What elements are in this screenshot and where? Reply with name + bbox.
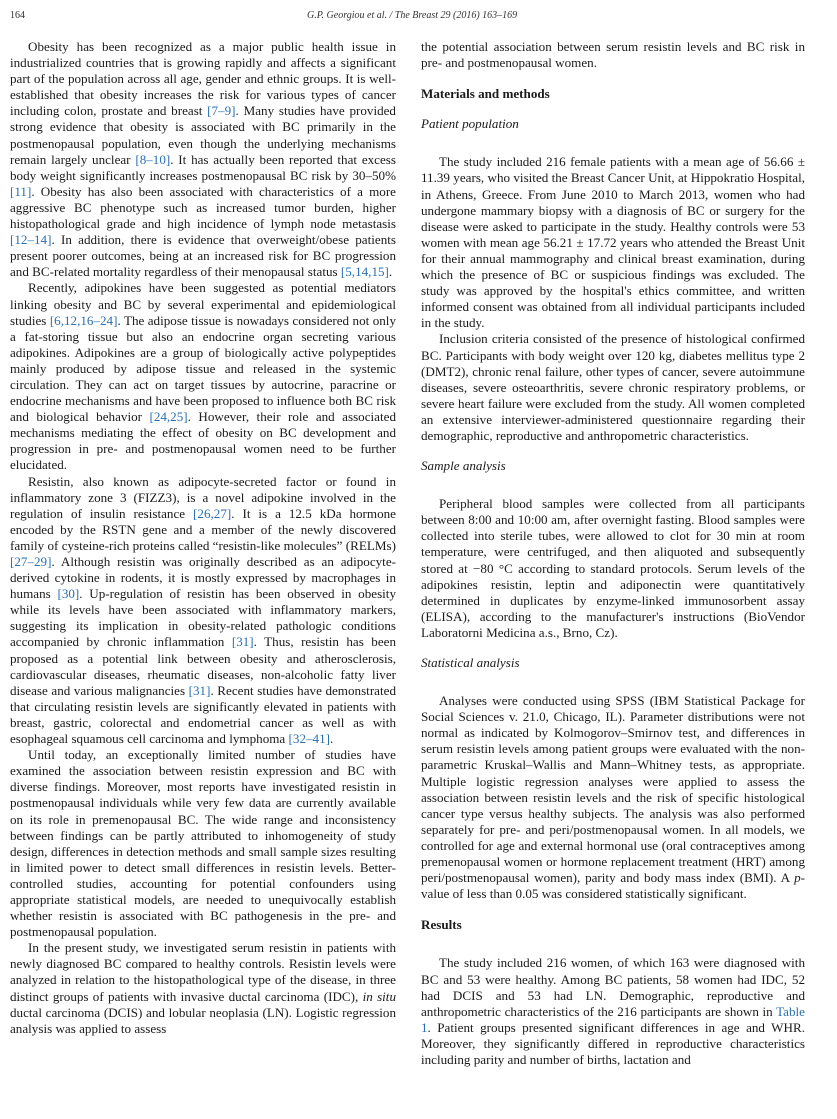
text-run: . However, their role and associated mechanisms mediating the effect of obesity on BC development and progression in pre- and postmenopausal women need to be further elucidated. — [10, 409, 396, 473]
paragraph-patient-population: The study included 216 female patients with a mean age of 56.66 ± 11.39 years, who visited the Breast Cancer Unit, at Hippokratio Hospital, in Athens, Greece. From June 2010 to March 2013, women who had undergone mammary biopsy with a diagnosis of BC or surgery for the disease were asked to participate in the study. Healthy controls were 53 women with mean age 56.21 ± 17.72 years who attended the Breast Unit for their annual mammography and clinical breast examination, during which the presence of BC or suspicious findings was excluded. The study was approved by the hospital's ethics committee, and written informed consent was obtained from all individual participants included in the study. — [421, 154, 805, 331]
text-run: Resistin, also known as adipocyte-secreted factor or found in inflammatory zone 3 (FIZZ3), is a novel adipokine involved in the regulation of insulin resistance — [10, 473, 396, 521]
text-run: . Although resistin was originally described as an adipocyte-derived cytokine in rodents, it is mostly expressed by macrophages in humans — [10, 554, 396, 602]
citation-link[interactable]: [6,12,16–24] — [49, 312, 118, 328]
citation-link[interactable]: [26,27] — [193, 505, 232, 521]
citation-link[interactable]: [11] — [10, 183, 32, 199]
citation-link[interactable]: [8–10] — [135, 151, 171, 167]
running-head: G.P. Georgiou et al. / The Breast 29 (2016) 163–169 — [307, 10, 518, 21]
paragraph-limited-studies: Until today, an exceptionally limited number of studies have examined the association between resistin expression and BC with diverse findings. Moreover, most reports have investigated resistin in postmenopausal individuals while very few data are currently available on its role in premenopausal BC. The wide range and inconsistency between findings can be partly attributed to inhomogeneity of study design, differences in detection methods and small sample sizes resulting in limited power to detect small differences in resistin levels. Better-controlled studies, accounting for potential confounders using appropriate statistical models, are needed to unequivocally establish whether resistin is associated with BC pathogenesis in the pre- and postmenopausal population. — [10, 747, 396, 940]
paragraph-statistical-analysis — [421, 693, 805, 902]
page-header — [10, 10, 823, 26]
paragraph-continuation: the potential association between serum resistin levels and BC risk in pre- and postmenopausal women. — [421, 39, 805, 71]
subsection-heading-patient-population: Patient population — [421, 116, 519, 132]
text-run: The study included 216 women, of which 163 were diagnosed with BC and 53 were healthy. Among BC patients, 58 women had IDC, 52 had DCIS and 53 had LN. Demographic, reproductive and anthropometric characteristics of the 216 participants are shown in — [421, 955, 805, 1019]
paragraph-results — [421, 955, 805, 1068]
left-column — [10, 39, 396, 1037]
section-heading-results: Results — [421, 917, 462, 933]
right-column — [421, 39, 805, 1068]
citation-link[interactable]: [30] — [57, 586, 80, 602]
text-run: Analyses were conducted using SPSS (IBM Statistical Package for Social Sciences v. 21.0, Chicago, IL). Parameter distributions were not normal as indicated by Kolmogorov–Smirnov test, and differences in serum resistin levels among patient groups were evaluated with the non-parametric Kruskal–Wallis and Mann–Whitney tests, as appropriate. Multiple logistic regression analyses were applied to assess the association between resistin levels and the risk of specific histological cancer type versus healthy subjects. The analysis was also performed separately for pre- and peri/postmenopausal women. In all models, we controlled for age and external hormonal use (oral contraceptives among premenopausal women or hormone replacement treatment (HRT) among peri/postmenopausal women), parity and body mass index (BMI). A — [421, 693, 805, 886]
text-run: Recently, adipokines have been suggested as potential mediators linking obesity and BC by several experimental and epidemiological studies — [10, 280, 396, 328]
citation-link[interactable]: [31] — [188, 682, 211, 698]
table-link[interactable]: Table 1 — [421, 1003, 805, 1035]
citation-link[interactable]: [32–41] — [288, 731, 330, 747]
text-run: . Many studies have provided strong evidence that obesity is associated with BC primarily in the postmenopausal population, even though the underlying mechanisms remain largely unclear — [10, 103, 396, 167]
italic-term: p — [794, 870, 801, 886]
citation-link[interactable]: [12–14] — [10, 232, 52, 248]
paragraph-sample-analysis: Peripheral blood samples were collected from all participants between 8:00 and 10:00 am, after overnight fasting. Blood samples were collected into sterile tubes, were allowed to clot for 30 min at room temperature, were centrifuged, and then aliquoted and subsequently stored at −80 °C according to standard protocols. Serum levels of the adipokines resistin, leptin and adiponectin were quantitatively determined in duplicates by enzyme-linked immunosorbent assay (ELISA), according to the manufacturer's instructions (BioVendor Laboratorni Medicina a.s., Brno, Cz). — [421, 496, 805, 640]
citation-link[interactable]: [27–29] — [10, 554, 52, 569]
text-run: . — [388, 264, 393, 280]
text-run: . — [330, 731, 334, 747]
paragraph-resistin — [10, 474, 396, 748]
paragraph-present-study — [10, 940, 396, 1037]
text-run: In the present study, we investigated serum resistin in patients with newly diagnosed BC compared to healthy controls. Resistin levels were analyzed in relation to the histopathological type of the disease, in three distinct groups of patients with invasive ductal carcinoma (IDC), — [10, 940, 396, 1004]
subsection-heading-statistical-analysis: Statistical analysis — [421, 655, 520, 670]
text-run: . Patient groups presented significant differences in age and WHR. Moreover, they significantly differed in reproductive characteristics including parity and number of births, lactation and — [421, 1019, 805, 1067]
paragraph-adipokines — [10, 280, 396, 473]
subsection-heading-sample-analysis: Sample analysis — [421, 458, 506, 474]
paragraph-obesity — [10, 39, 396, 280]
citation-link[interactable]: [24,25] — [149, 409, 188, 425]
text-run: ductal carcinoma (DCIS) and lobular neoplasia (LN). Logistic regression analysis was applied to assess — [10, 1004, 396, 1036]
section-heading-materials: Materials and methods — [421, 86, 550, 102]
text-run: . Up-regulation of resistin has been observed in obesity while its levels have been associated with inflammatory markers, suggesting its implication in obesity-related pathologic conditions accompanied by chronic inflammation — [10, 586, 396, 650]
citation-link[interactable]: [5,14,15] — [340, 264, 389, 280]
text-run: . In addition, there is evidence that overweight/obese patients present poorer outcomes, being at an increased risk for BC progression and BC-related mortality regardless of their menopausal status — [10, 232, 396, 280]
text-run: . Recent studies have demonstrated that circulating resistin levels are significantly elevated in patients with breast, gastric, colorectal and endometrial cancer as well as with esophageal squamous cell carcinoma and lymphoma — [10, 682, 396, 747]
italic-term: in situ — [362, 988, 396, 1004]
paragraph-inclusion-criteria: Inclusion criteria consisted of the presence of histological confirmed BC. Participants with body weight over 120 kg, diabetes mellitus type 2 (DMT2), chronic renal failure, other types of cancer, severe autoimmune diseases, severe osteoarthritis, severe chronic respiratory problems, or severe heart failure were excluded from the study. All women completed an extensive interviewer-administered questionnaire regarding their demographic, reproductive and anthropometric characteristics. — [421, 331, 805, 443]
citation-link[interactable]: [31] — [231, 634, 254, 650]
text-run: . Obesity has also been associated with characteristics of a more aggressive BC phenotype such as increased tumor burden, higher histopathological grade and high incidence of lymph node metastasis — [10, 183, 396, 232]
text-run: . The adipose tissue is nowadays considered not only a fat-storing tissue but also an endocrine organ secreting various adipokines. Adipokines are a group of biologically active polypeptides mainly produced by adipose tissue and released in the systemic circulation. They can act on target tissues by autocrine, paracrine or endocrine mechanisms and have been proposed to influence both BC risk and biological behavior — [10, 312, 396, 425]
text-run: Obesity has been recognized as a major public health issue in industrialized countries that is growing rapidly and affects a significant part of the population across all age, gender and ethnic groups. It is well-established that obesity increases the risk for various types of cancer including colon, prostate and breast — [10, 39, 396, 119]
page-number: 164 — [10, 10, 25, 21]
citation-link[interactable]: [7–9] — [207, 103, 236, 119]
text-run: . It has actually been reported that excess body weight significantly increases postmenopausal BC risk by 30–50% — [10, 151, 396, 183]
text-run: . Thus, resistin has been proposed as a potential link between obesity and atherosclerosis, cardiovascular diseases, rheumatic diseases, non-alcoholic fatty liver disease and various malignancies — [10, 634, 396, 698]
text-run: . It is a 12.5 kDa hormone encoded by the RSTN gene and a member of the newly discovered family of cysteine-rich proteins called “resistin-like molecules” (RELMs) — [10, 505, 396, 553]
text-run: -value of less than 0.05 was considered statistically significant. — [421, 870, 805, 902]
